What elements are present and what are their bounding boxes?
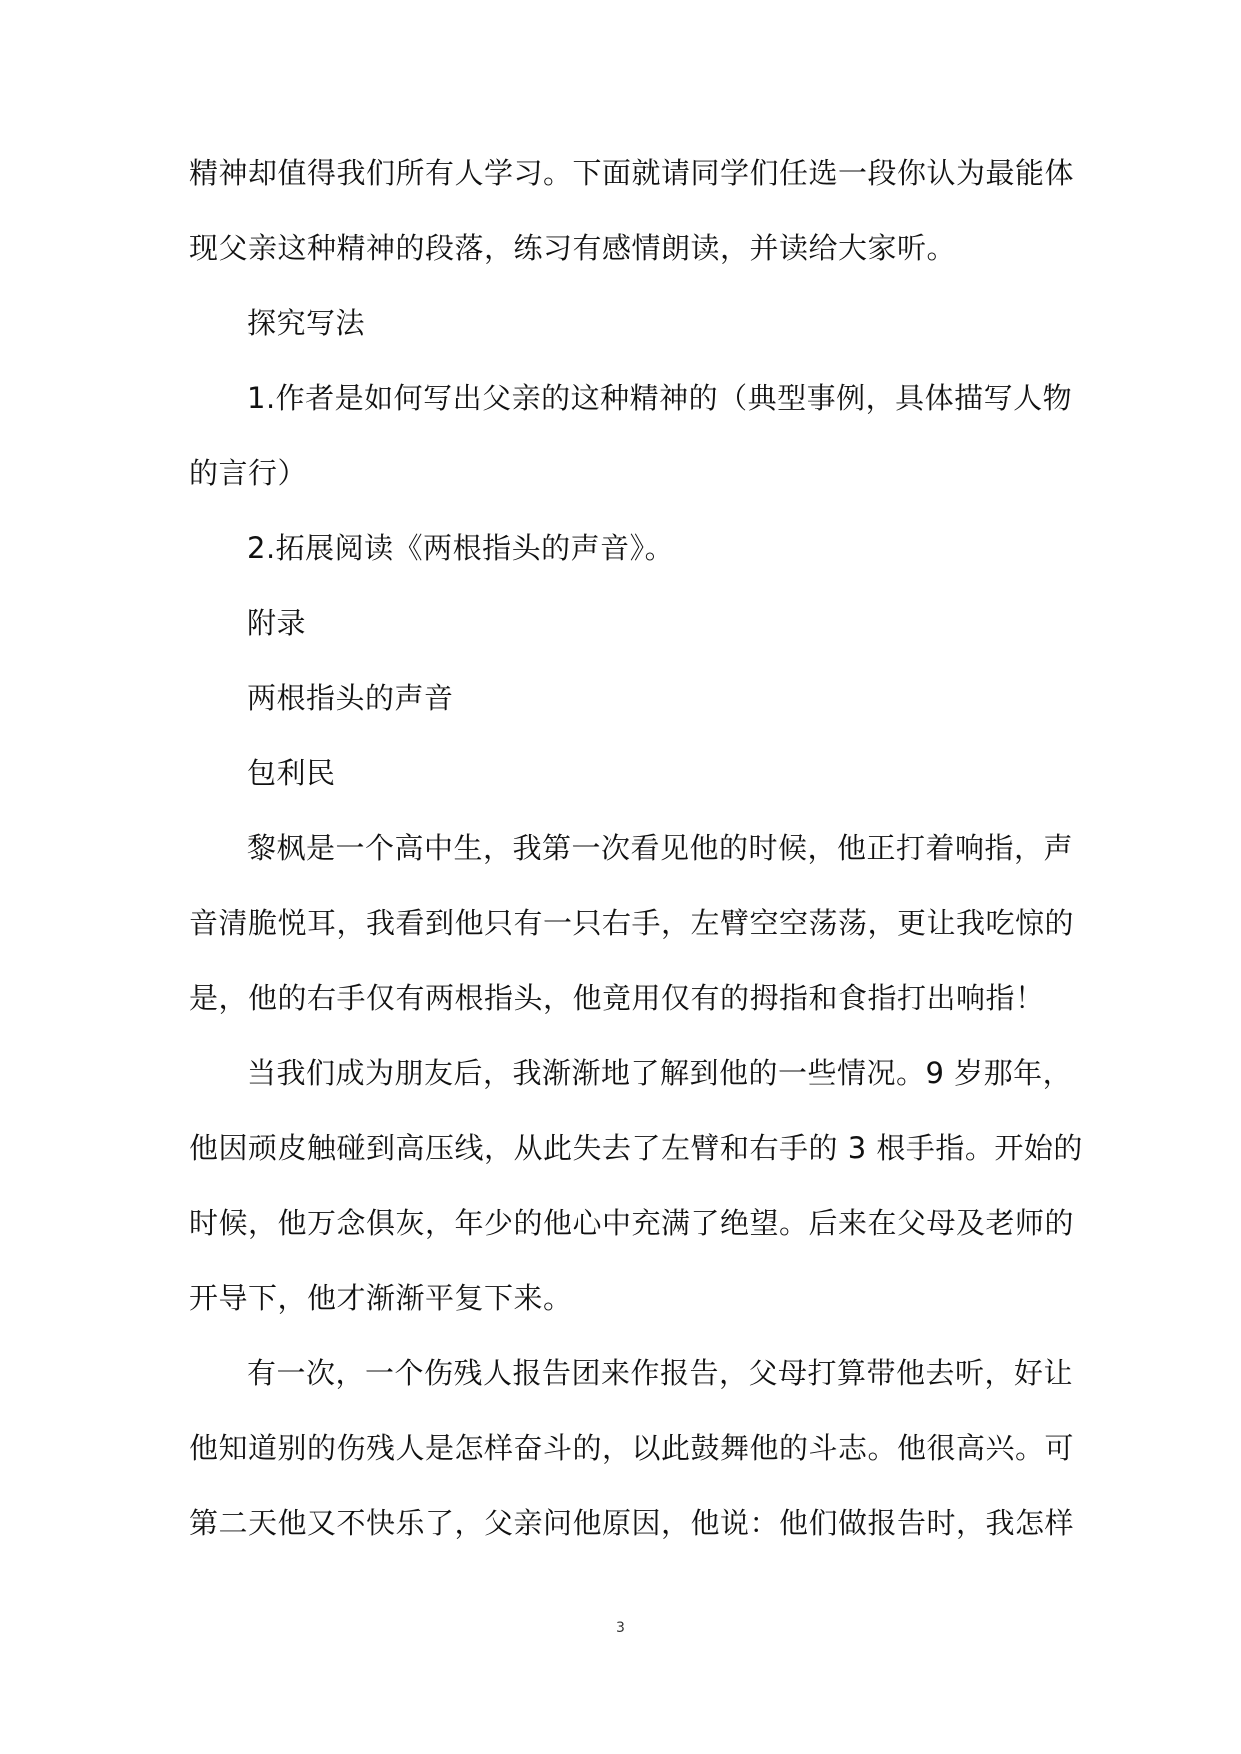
article-author: 包利民 bbox=[247, 756, 336, 790]
text-line: 的言行） bbox=[189, 456, 308, 490]
text-line: 他因顽皮触碰到高压线，从此失去了左臂和右手的 3 根手指。开始的 bbox=[189, 1131, 1083, 1165]
text-line: 是，他的右手仅有两根指头，他竟用仅有的拇指和食指打出响指！ bbox=[189, 981, 1045, 1015]
text-line: 2.拓展阅读《两根指头的声音》。 bbox=[247, 531, 675, 565]
text-line: 音清脆悦耳，我看到他只有一只右手，左臂空空荡荡，更让我吃惊的 bbox=[189, 906, 1075, 940]
text-line: 现父亲这种精神的段落，练习有感情朗读，并读给大家听。 bbox=[189, 231, 957, 265]
text-line: 1.作者是如何写出父亲的这种精神的（典型事例，具体描写人物 bbox=[247, 381, 1073, 415]
text-line: 黎枫是一个高中生，我第一次看见他的时候，他正打着响指，声 bbox=[247, 831, 1074, 865]
text-line: 第二天他又不快乐了，父亲问他原因，他说：他们做报告时，我怎样 bbox=[189, 1506, 1075, 1540]
text-line: 当我们成为朋友后，我渐渐地了解到他的一些情况。9 岁那年， bbox=[247, 1056, 1073, 1090]
appendix-heading: 附录 bbox=[247, 606, 307, 640]
document-body bbox=[189, 136, 1083, 1561]
section-heading: 探究写法 bbox=[247, 306, 366, 340]
text-line: 精神却值得我们所有人学习。下面就请同学们任选一段你认为最能体 bbox=[189, 156, 1075, 190]
text-line: 有一次，一个伤残人报告团来作报告，父母打算带他去听，好让 bbox=[247, 1356, 1074, 1390]
text-line: 开导下，他才渐渐平复下来。 bbox=[189, 1281, 573, 1315]
text-line: 时候，他万念俱灰，年少的他心中充满了绝望。后来在父母及老师的 bbox=[189, 1206, 1075, 1240]
page-number: 3 bbox=[616, 1620, 625, 1636]
article-title: 两根指头的声音 bbox=[247, 681, 454, 715]
text-line: 他知道别的伤残人是怎样奋斗的，以此鼓舞他的斗志。他很高兴。可 bbox=[189, 1431, 1075, 1465]
